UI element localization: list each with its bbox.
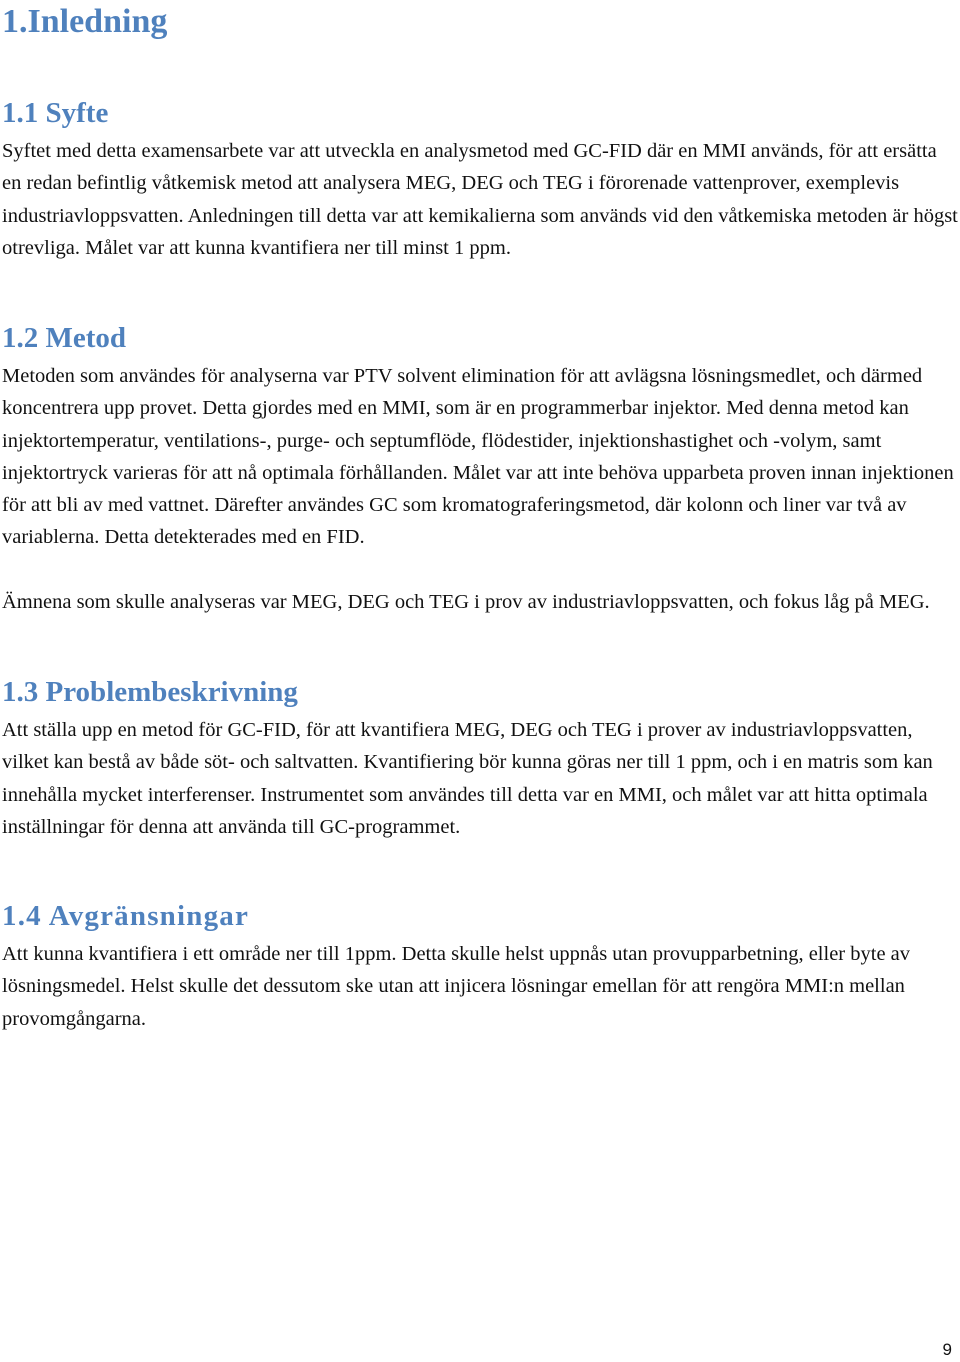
paragraph-avgransningar: Att kunna kvantifiera i ett område ner till 1ppm. Detta skulle helst uppnås utan provupparbetning, eller byte av lösningsmedel. Helst skulle det dessutom ske utan att injicera lösningar emellan för att rengöra MMI:n mellan provomgångarna. xyxy=(2,943,911,1030)
paragraph-metod-2: Ämnena som skulle analyseras var MEG, DEG och TEG i prov av industriavloppsvatten, och fokus låg på MEG. xyxy=(2,591,930,613)
paragraph-metod-1: Metoden som användes för analyserna var PTV solvent elimination för att avlägsna lösningsmedlet, och därmed koncentrera upp provet. Detta gjordes med en MMI, som är en programmerbar injektor. Med denna metod kan injektortemperatur, ventilations-, purge- och septumflöde, flödestider, injektionshastighet och -volym, samt injektortryck varieras för att nå optimala förhållanden. Målet var att inte behöva upparbeta proven innan injektionen för att bli av med vattnet. Därefter användes GC som kromatograferingsmetod, där kolonn och liner var två av variablerna. Detta detekterades med en FID. xyxy=(2,365,954,549)
section-heading-metod: 1.2 Metod xyxy=(2,322,127,354)
paragraph-syfte: Syftet med detta examensarbete var att utveckla en analysmetod med GC-FID där en MMI används, för att ersätta en redan befintlig våtkemisk metod att analysera MEG, DEG och TEG i förorenade vattenprover, exemplevis industriavloppsvatten. Anledningen till detta var att kemikalierna som används vid den våtkemiska metoden är högst otrevliga. Målet var att kunna kvantifiera ner till minst 1 ppm. xyxy=(2,140,958,259)
section-heading-syfte: 1.1 Syfte xyxy=(2,97,109,129)
section-heading-problembeskrivning: 1.3 Problembeskrivning xyxy=(2,676,298,708)
section-heading-avgransningar: 1.4 Avgränsningar xyxy=(2,900,250,932)
paragraph-problembeskrivning: Att ställa upp en metod för GC-FID, för att kvantifiera MEG, DEG och TEG i prover av industriavloppsvatten, vilket kan bestå av både söt- och saltvatten. Kvantifiering bör kunna göras ner till 1 ppm, och i en matris som kan innehålla mycket interferenser. Instrumentet som användes till detta var en MMI, och målet var att hitta optimala inställningar för denna att använda till GC-programmet. xyxy=(2,719,933,838)
chapter-title: 1.Inledning xyxy=(2,3,168,40)
page-number: 9 xyxy=(942,1340,952,1359)
